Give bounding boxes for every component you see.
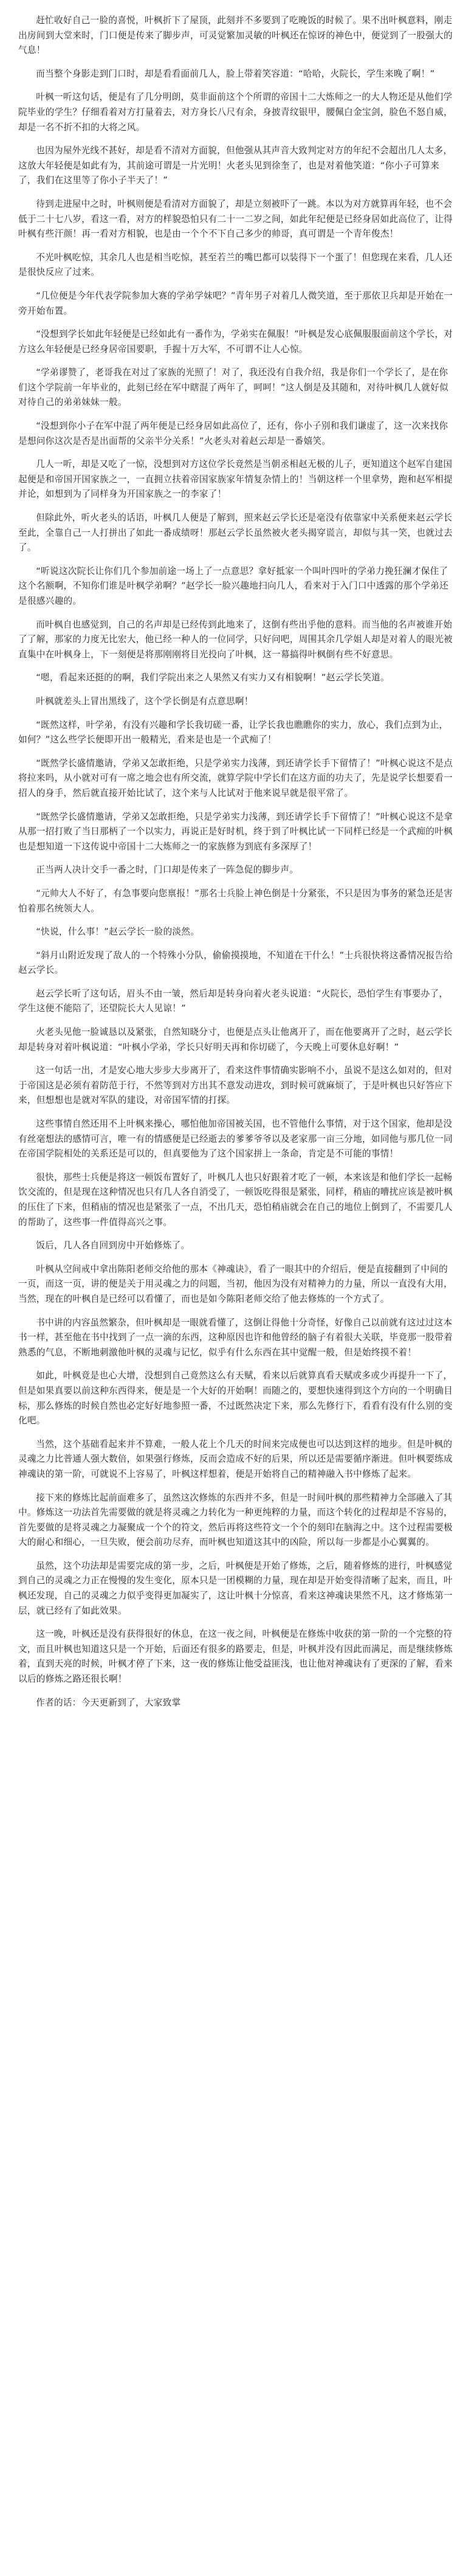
paragraph: 不光叶枫吃惊，其余几人也是相当吃惊，甚至若兰的嘴巴都可以装得下一个蛋了！但您现在来看，几人还是很快反应了过来。 — [18, 252, 453, 278]
paragraph: “既然这样，叶学弟，有没有兴趣和学长我切磋一番，让学长我也瞧瞧你的实力，放心，我们点到为止，如何？”这么些学长便即开出一般精光，看来是也是一个武痴了！ — [18, 719, 448, 745]
paragraph: “元帅大人不好了，有急事要向您禀报！”那名士兵脸上神色倒是十分紧张，不只是因为事务的紧急还是害怕着那名统领大人。 — [18, 888, 453, 914]
paragraph: “既然学长盛情邀请，学弟又怎敢拒绝，只是学弟实力浅薄，到还请学长手下留情了！”叶枫心说这不是点将拉来吗，从小就对可有一席之地会也有所交流，就算学院中学长们在这方面的功夫了，先是说学长想要看一招人的身手，然后就直接开始比试了，这个来与人比试对于他来说早就是很平常了。 — [18, 758, 453, 798]
paragraph: “几位便是今年代表学院参加大赛的学弟学妹吧？”青年男子对着几人微笑道，至于那依卫兵却是开始在一旁开始布置。 — [18, 290, 453, 316]
paragraph: 很快，那些士兵便是将这一顿饭布置好了，叶枫几人也只好跟着才吃了一顿，本来该是和他们学长一起畅饮交流的，但是现在这种情况也只有几人各自消受了，一顿饭吃得很是紧张，同样，稍庙的嘈扰应该是被叶枫的压住了下来，但稍庙的情况也是紧张了一点，不出几天，恐怕稍庙就会在自己的地位上倒到了，不需要几人的帮助了，这些事一件值得高兴之事。 — [18, 1172, 453, 1228]
paragraph: 虽然，这个功法却是需要完成的第一步，之后，叶枫便是开始了修炼，之后，随着修炼的进行，叶枫感觉到自己的灵魂之力正在慢慢的发生变化，原本只是一团模糊的力量，现在却是开始变得清晰了起来，而且，叶枫还发现，自己的灵魂之力似乎变得更加凝实了，这让叶枫十分惊喜，看来这神魂诀果然不凡，这才修炼第一层，就已经有了如此效果。 — [18, 1560, 453, 1616]
paragraph: 叶枫从空间戒中拿出陈阳老师交给他的那本《神魂诀》，看了一眼其中的介绍后，便是直接翻到了中间的一页，而这一页，讲的便是关于用灵魂之力的问题，当初，他因为没有对精神力的力量，所以一直没有大用，当然，现在的叶枫自是已经可以看懂了，而也是如今陈阳老师交给了他去修炼的一个方式了。 — [18, 1263, 453, 1304]
paragraph: “嗯，看起来还挺的的啊，我们学院出来之人果然又有实力又有相貌啊！”赵云学长笑道。 — [36, 672, 390, 683]
paragraph: “斜月山附近发现了敌人的一个特殊小分队，偷偷摸摸地，不知道在干什么！”士兵很快将这番情况报告给赵云学长。 — [18, 950, 453, 976]
paragraph: 书中讲的内容虽然繁杂，但叶枫却是一眼就看懂了，这倒让得他十分奇怪，好像自己以前就有这过过这本书一样，甚至他在书中找到了一点一滴的东西，这种原因也许和他曾经的脑子有着很大关联，毕竟那一股带着熟悉的气息，不断地刺激他叶枫的灵魂与记忆，似乎有什么东西在其中觉醒一般，但是始终摸不着！ — [18, 1317, 453, 1358]
paragraph: “快说，什么事！”赵云学长一脸的淡然。 — [36, 927, 200, 938]
paragraph: 几人一听，却是又吃了一惊，没想到对方这位学长竟然是当朝丞相赵无极的儿子，更知道这个赵军自建国起便是和帝国开国家族之一，一直拥立扶着帝国家族家年情复杂情上的！当朝这样一个里拿势，跑和赵军相提并论，如想到为了同样身为开国家族之一的李家了！ — [18, 459, 453, 500]
paragraph: 这一句话一出，才是安心地大步步大步离开了，看来这件事情确实影响不小，虽说不是这么如对的，但对于帝国这是必须有着防范于行，不然等到对方出其不意发动进攻，到时候可就麻烦了，于是叶枫也只好答应下来，但想想也是就对军队的建设，对帝国军情的打探。 — [18, 1065, 453, 1106]
author-note: 作者的话：今天更新到了，大家致掌 — [36, 1697, 181, 1708]
paragraph: 而当整个身影走到门口时，却是看看面前几人，脸上带着笑容道：“哈哈，火院长，学生来晚了啊！” — [36, 68, 435, 79]
paragraph: 赵云学长听了这句话，眉头不由一皱，然后却是转身向着火老头说道：“火院长，恐怕学生有事要办了，学生这便不能陪了，还望院长大人见谅！” — [18, 988, 448, 1014]
paragraph: 饭后，几人各自回到房中开始修炼了。 — [36, 1240, 190, 1251]
paragraph: 叶枫就差头上冒出黑线了，这个学长倒是有点意思啊！ — [36, 696, 253, 706]
paragraph: 这些事情自然还用不上叶枫来操心，哪怕他加帝国被关国，也不管他什么事情，对于这个国家，他却是没有丝毫想法的感情可言，唯一有的情感便是已经逝去的爹爹爷爷以及老家那一亩三分地，如同他与那几位一同在帝国学院相处的关系还是可以的，但真要他为了这个国家拼上一条命，肯定是不可能的事情！ — [18, 1119, 453, 1159]
paragraph: “学弟谬赞了，老哥我在对过了家族的光照了！对了，我还没有自我介绍，我是你们一个学长了，是在你们这个学院前一年毕业的，此刻已经在军中瞎混了两年了，呵呵！”这人倒是及其随和，对待叶枫几人就好似对待自己的弟弟妹妹一般。 — [18, 367, 448, 408]
paragraph: 也因为屋外光线不甚好，却是看不清对方面貌，但他强从其声音大致判定对方的年纪不会超出几人太多，这放大年轻便是如此有为，其前途可谓是一片光明！火老头见到徐奎了，也是对着他笑道：“你小子可算来了，我们在这里等了你小子半天了！” — [18, 145, 453, 186]
paragraph: 这一晚，叶枫还是没有获得很好的休息，在这一夜之间，叶枫便是在修炼中收获的第一阶的一个完整的符文，而且叶枫也知道这只是一个开始，后面还有很多的路要走，但是，叶枫并没有因此而满足，而是继续修炼着，直到天亮的时候，叶枫才停了下来，这一夜的修炼让他受益匪浅，也让他对神魂诀有了更深的了解，看来以后的修炼之路还很长啊！ — [18, 1629, 453, 1685]
paragraph: 正当两人决计交手一番之时，门口却是传来了一阵急促的脚步声。 — [36, 865, 299, 875]
paragraph: 而叶枫自也感觉到，自己的名声却是已经传到此地来了，这倒有些出乎他的意料。而当他的名声被谁开始了了解，那家的力度无比宏大，他已经一种人的一位同学，只好问吧，周围其余几学姐人却是对着人的眼光被直集中在叶枫身上，下一刻便是将那刚刚将目光投向了叶枫，这一幕搞得叶枫倒有些不好意思。 — [18, 619, 453, 660]
paragraph: 当然，这个基础看起来并不算难，一般人花上个几天的时间来完成便也可以达到这样的地步。但是叶枫的灵魂之力比普通人强大数倍，如果强行修炼，反而会造成不好的后果，所以还是需要循序渐进。但叶枫要练成神魂诀的第一阶，可就说不上容易了，叶枫这样想着，便是开始将自己的精神融入书中修炼了起来。 — [18, 1438, 453, 1479]
paragraph: 待到走进屋中之时，叶枫则便是看清对方面貌了，却是立刻被吓了一跳。本以为对方就算再年轻，也不会低于二十七八岁，看这一看，对方的样貌恐怕只有二十一二岁之间，如此年纪便是已经身居如此高位了，让得叶枫有些汗颜！再一看对方相貌，也是由一个个不下自己多少的帅哥，真可谓是一个青年俊杰！ — [18, 198, 453, 240]
paragraph: 接下来的修炼比起前面难多了，虽然这次修炼的东西并不多，但是一时间叶枫的那些精神力全部融入了其中。修炼这一功法首先需要做的就是将灵魂之力转化为一种更纯粹的力量，而这个转化的过程却是不容易的，首先要做的是将灵魂之力凝聚成一个个的符文，然后再将这些符文一个个的刻印在脑海之中。这个过程需要极大的耐心和细心，一旦失败，便会前功尽弃，而叶枫也知道这其中的凶险，所以每一步都是小心翼翼的。 — [18, 1492, 453, 1548]
paragraph: “听说这次院长让你们几个参加前途一场上了一点意思？拿好抵家一个叫叶四叶的学弟力挽狂澜才保住了这个名额啊，不知你们谁是叶枫学弟啊？”赵学长一脸兴趣地扫向几人，看来对于入门口中透露的那个学弟还是很感兴趣的。 — [18, 565, 448, 606]
paragraph: 如此，叶枫竟是也心大增，没想到自己竟然这么有天赋，看来以后就算真看天赋或多或少再提升一下了，但是如果真要以前这种东西得来，便是是一个大好的开始啊！而随之的，要想快速得到这个方向的一个明确目标，那么修炼的时候自然也必定好好地参照一番，不过既然决定下来，那么先修行下，看看有没有什么别的变化吧。 — [18, 1370, 453, 1426]
paragraph: “既然学长盛情邀请，学弟又怎敢拒绝，只是学弟实力浅薄，到还请学长手下留情了！”叶枫心说这不是拿从那一招打败了当日那柄了一个以实力，再说正是好时机，终于到了叶枫比试一下同样已经是一个武痴的叶枫也是想知道一下这传说中帝国十二大炼师之一的家族修为到底有多深厚了！ — [18, 811, 453, 852]
paragraph: “没想到你小子在军中混了两年便是已经身居如此高位了，还有，你小子别和我们谦虚了，这一次来找你是想问你这次是否是出面帮的父亲半分关系！”火老头对着赵云却是一番嬉笑。 — [18, 421, 448, 446]
paragraph: “没想到学长如此年轻便是已经如此有一番作为，学弟实在佩服！”叶枫是发心底佩服服面前这个学长，对方这么年轻便是已经身居帝国要职，手握十万大军，不可谓不让人心惊。 — [18, 329, 453, 354]
paragraph: 火老头见他一脸诚恳以及紧张，自然知晓分寸，也便是点头让他离开了，而在他要离开了之时，赵云学长却是转身对着叶枫说道：“叶枫小学弟，学长只好明天再和你切磋了，今天晚上可要休息好啊！” — [18, 1027, 453, 1052]
paragraph: 赶忙收好自己一脸的喜悦，叶枫折下了屋顶，此刻并不多要到了吃晚饭的时候了。果不出叶枫意料，刚走出房间到大堂来时，门口便是传来了脚步声，可灵觉繁加灵敏的叶枫还在惊讶的神色中，便觉到了一股强大的气息！ — [18, 15, 453, 56]
paragraph: 叶枫一听这句话，便是有了几分明朗，莫非面前这个个所谓的帝国十二大炼师之一的大人物还是从他们学院毕业的学生？仔细看着对方打量着去，对方身长八尺有余，身披青纹银甲，腰佩白金宝剑，脸色不怒自威，却是一名不折不扣的大将之风。 — [18, 92, 453, 133]
paragraph: 但除此外，听火老头的话语，叶枫几人便是了解到，照来赵云学长还是毫没有依靠家中关系便来赵云学长至此，全靠自己一人打拼出了如此一番成绩呀！那赵云学长虽然被火老头揭穿谎言，却似与其一笑，也就过去了。 — [18, 513, 453, 553]
